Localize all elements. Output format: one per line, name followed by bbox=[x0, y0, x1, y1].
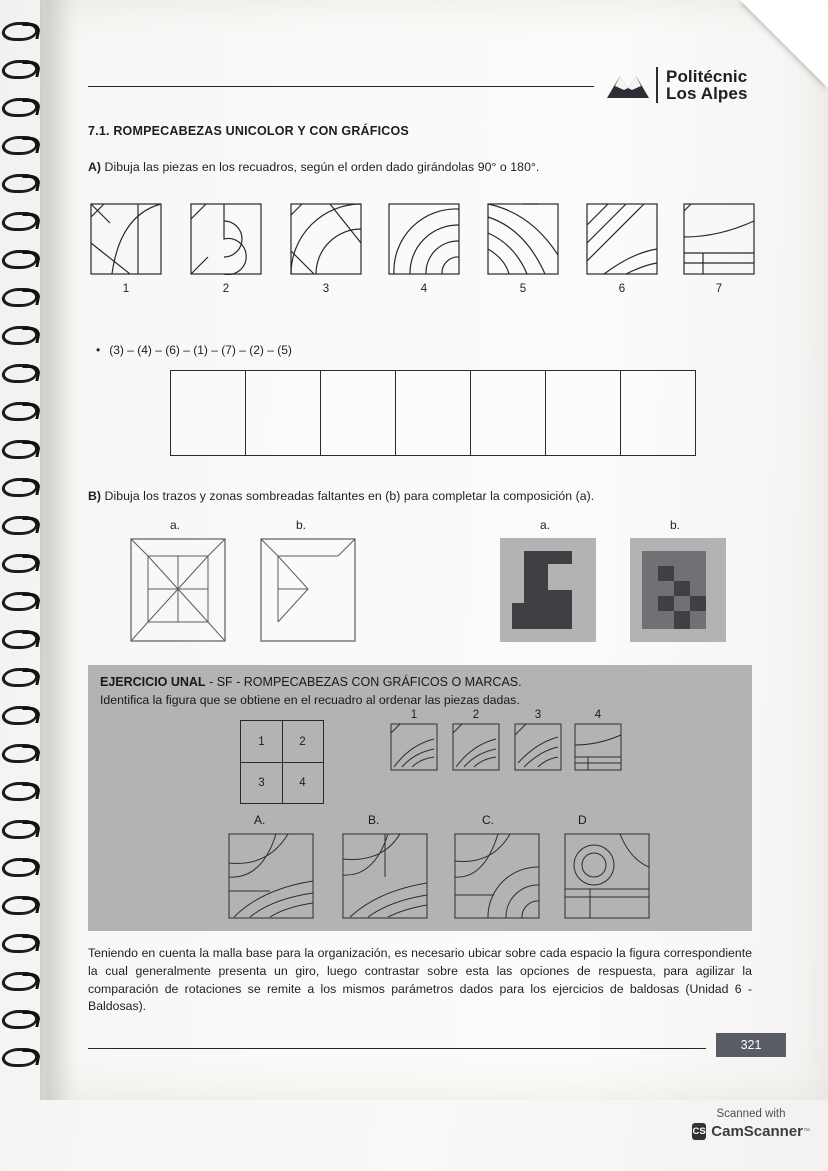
piece-number: 6 bbox=[618, 283, 626, 295]
panel-title-rest: - SF - ROMPECABEZAS CON GRÁFICOS O MARCAS. bbox=[209, 675, 522, 689]
puzzle-piece-4 bbox=[388, 203, 460, 295]
fig2-b-label: b. bbox=[670, 518, 681, 532]
page-number-badge: 321 bbox=[716, 1033, 786, 1057]
piece-number: 7 bbox=[715, 283, 723, 295]
puzzle-piece-2 bbox=[190, 203, 262, 295]
mountain-logo-icon bbox=[604, 68, 652, 102]
panel-mini-piece-4 bbox=[574, 723, 622, 771]
exercise-a-label: A) bbox=[88, 160, 102, 174]
panel-title-strong: EJERCICIO UNAL bbox=[100, 675, 206, 689]
institution-logo bbox=[604, 60, 784, 110]
option-figure-c[interactable] bbox=[454, 833, 540, 919]
camscanner-watermark bbox=[692, 1108, 810, 1158]
answer-cell[interactable] bbox=[246, 371, 321, 455]
panel-mini-piece-2 bbox=[452, 723, 500, 771]
answer-strip bbox=[170, 370, 696, 456]
exercise-b-statement bbox=[88, 489, 728, 503]
piece-number: 3 bbox=[322, 283, 330, 295]
logo-line-1: Politécnic bbox=[666, 66, 748, 86]
exercise-b-figures bbox=[88, 518, 748, 643]
unal-exercise-panel bbox=[88, 665, 752, 931]
fig2-a-label: a. bbox=[540, 518, 551, 532]
order-sequence-item bbox=[96, 343, 292, 357]
logo-wordmark bbox=[666, 68, 748, 103]
piece-number: 5 bbox=[519, 283, 527, 295]
panel-subtitle: Identifica la figura que se obtiene en el recuadro al ordenar las piezas dadas. bbox=[100, 693, 520, 707]
piece-number: 2 bbox=[222, 283, 230, 295]
puzzle-piece-6 bbox=[586, 203, 658, 295]
figure-1b-linework bbox=[260, 538, 356, 642]
panel-piece-number: 2 bbox=[472, 709, 480, 721]
panel-piece-number: 3 bbox=[534, 709, 542, 721]
quadrant-cell: 2 bbox=[299, 735, 306, 748]
quadrant-cell: 4 bbox=[299, 776, 306, 789]
section-title: 7.1. ROMPECABEZAS UNICOLOR Y CON GRÁFICOS bbox=[88, 124, 409, 138]
option-figure-a[interactable] bbox=[228, 833, 314, 919]
watermark-top-text: Scanned with bbox=[716, 1108, 786, 1120]
panel-mini-piece-3 bbox=[514, 723, 562, 771]
quadrant-cell: 1 bbox=[258, 735, 265, 748]
fig1-b-label: b. bbox=[296, 518, 307, 532]
puzzle-piece-5 bbox=[487, 203, 559, 295]
answer-cell[interactable] bbox=[621, 371, 695, 455]
logo-divider bbox=[656, 67, 658, 103]
fig1-a-label: a. bbox=[170, 518, 181, 532]
watermark-brand bbox=[692, 1123, 810, 1140]
panel-piece-number: 4 bbox=[594, 709, 602, 721]
answer-cell[interactable] bbox=[471, 371, 546, 455]
watermark-trademark: ™ bbox=[803, 1128, 810, 1135]
puzzle-piece-1 bbox=[90, 203, 162, 295]
option-figure-b[interactable] bbox=[342, 833, 428, 919]
option-label-b: B. bbox=[368, 813, 380, 827]
quadrant-cell: 3 bbox=[258, 776, 265, 789]
panel-title bbox=[100, 675, 522, 689]
camscanner-logo-icon: CS bbox=[692, 1123, 706, 1140]
puzzle-piece-7 bbox=[683, 203, 755, 295]
panel-piece-number: 1 bbox=[410, 709, 418, 721]
puzzle-piece-3 bbox=[290, 203, 362, 295]
bullet-icon: • bbox=[96, 343, 101, 357]
option-figure-d[interactable] bbox=[564, 833, 650, 919]
logo-line-2: Los Alpes bbox=[666, 84, 748, 103]
exercise-b-text: Dibuja los trazos y zonas sombreadas faltantes en (b) para completar la composición (a). bbox=[104, 489, 595, 503]
option-label-a: A. bbox=[254, 813, 266, 827]
closing-paragraph: Teniendo en cuenta la malla base para la organización, es necesario ubicar sobre cada espacio la figura correspondiente la cual generalmente presenta un giro, luego contrastar sobre esta las opciones de respuesta, para agilizar la comparación de rotaciones se remite a los mismos parámetros dados para los ejercicios de baldosas (Unidad 6 - Baldosas). bbox=[88, 946, 752, 1014]
piece-number: 4 bbox=[420, 283, 428, 295]
exercise-a-statement bbox=[88, 160, 708, 174]
piece-number: 1 bbox=[122, 283, 130, 295]
exercise-a-text: Dibuja las piezas en los recuadros, según el orden dado girándolas 90° o 180°. bbox=[104, 160, 540, 174]
spiral-binding bbox=[0, 16, 48, 1076]
figure-2a-shaded-grid bbox=[500, 538, 596, 647]
figure-1a-linework bbox=[130, 538, 226, 642]
option-label-d: D bbox=[578, 813, 587, 827]
answer-cell[interactable] bbox=[546, 371, 621, 455]
exercise-b-label: B) bbox=[88, 489, 102, 503]
answer-cell[interactable] bbox=[171, 371, 246, 455]
answer-cell[interactable] bbox=[396, 371, 471, 455]
figure-2b-shaded-grid bbox=[630, 538, 726, 647]
watermark-brand-name: CamScanner bbox=[711, 1123, 803, 1140]
option-label-c: C. bbox=[482, 813, 494, 827]
quadrant-grid bbox=[240, 720, 324, 804]
order-sequence-text: (3) – (4) – (6) – (1) – (7) – (2) – (5) bbox=[109, 343, 292, 357]
puzzle-pieces-row bbox=[90, 203, 755, 308]
footer-rule bbox=[88, 1048, 706, 1049]
answer-cell[interactable] bbox=[321, 371, 396, 455]
panel-mini-piece-1 bbox=[390, 723, 438, 771]
header-rule bbox=[88, 86, 594, 87]
